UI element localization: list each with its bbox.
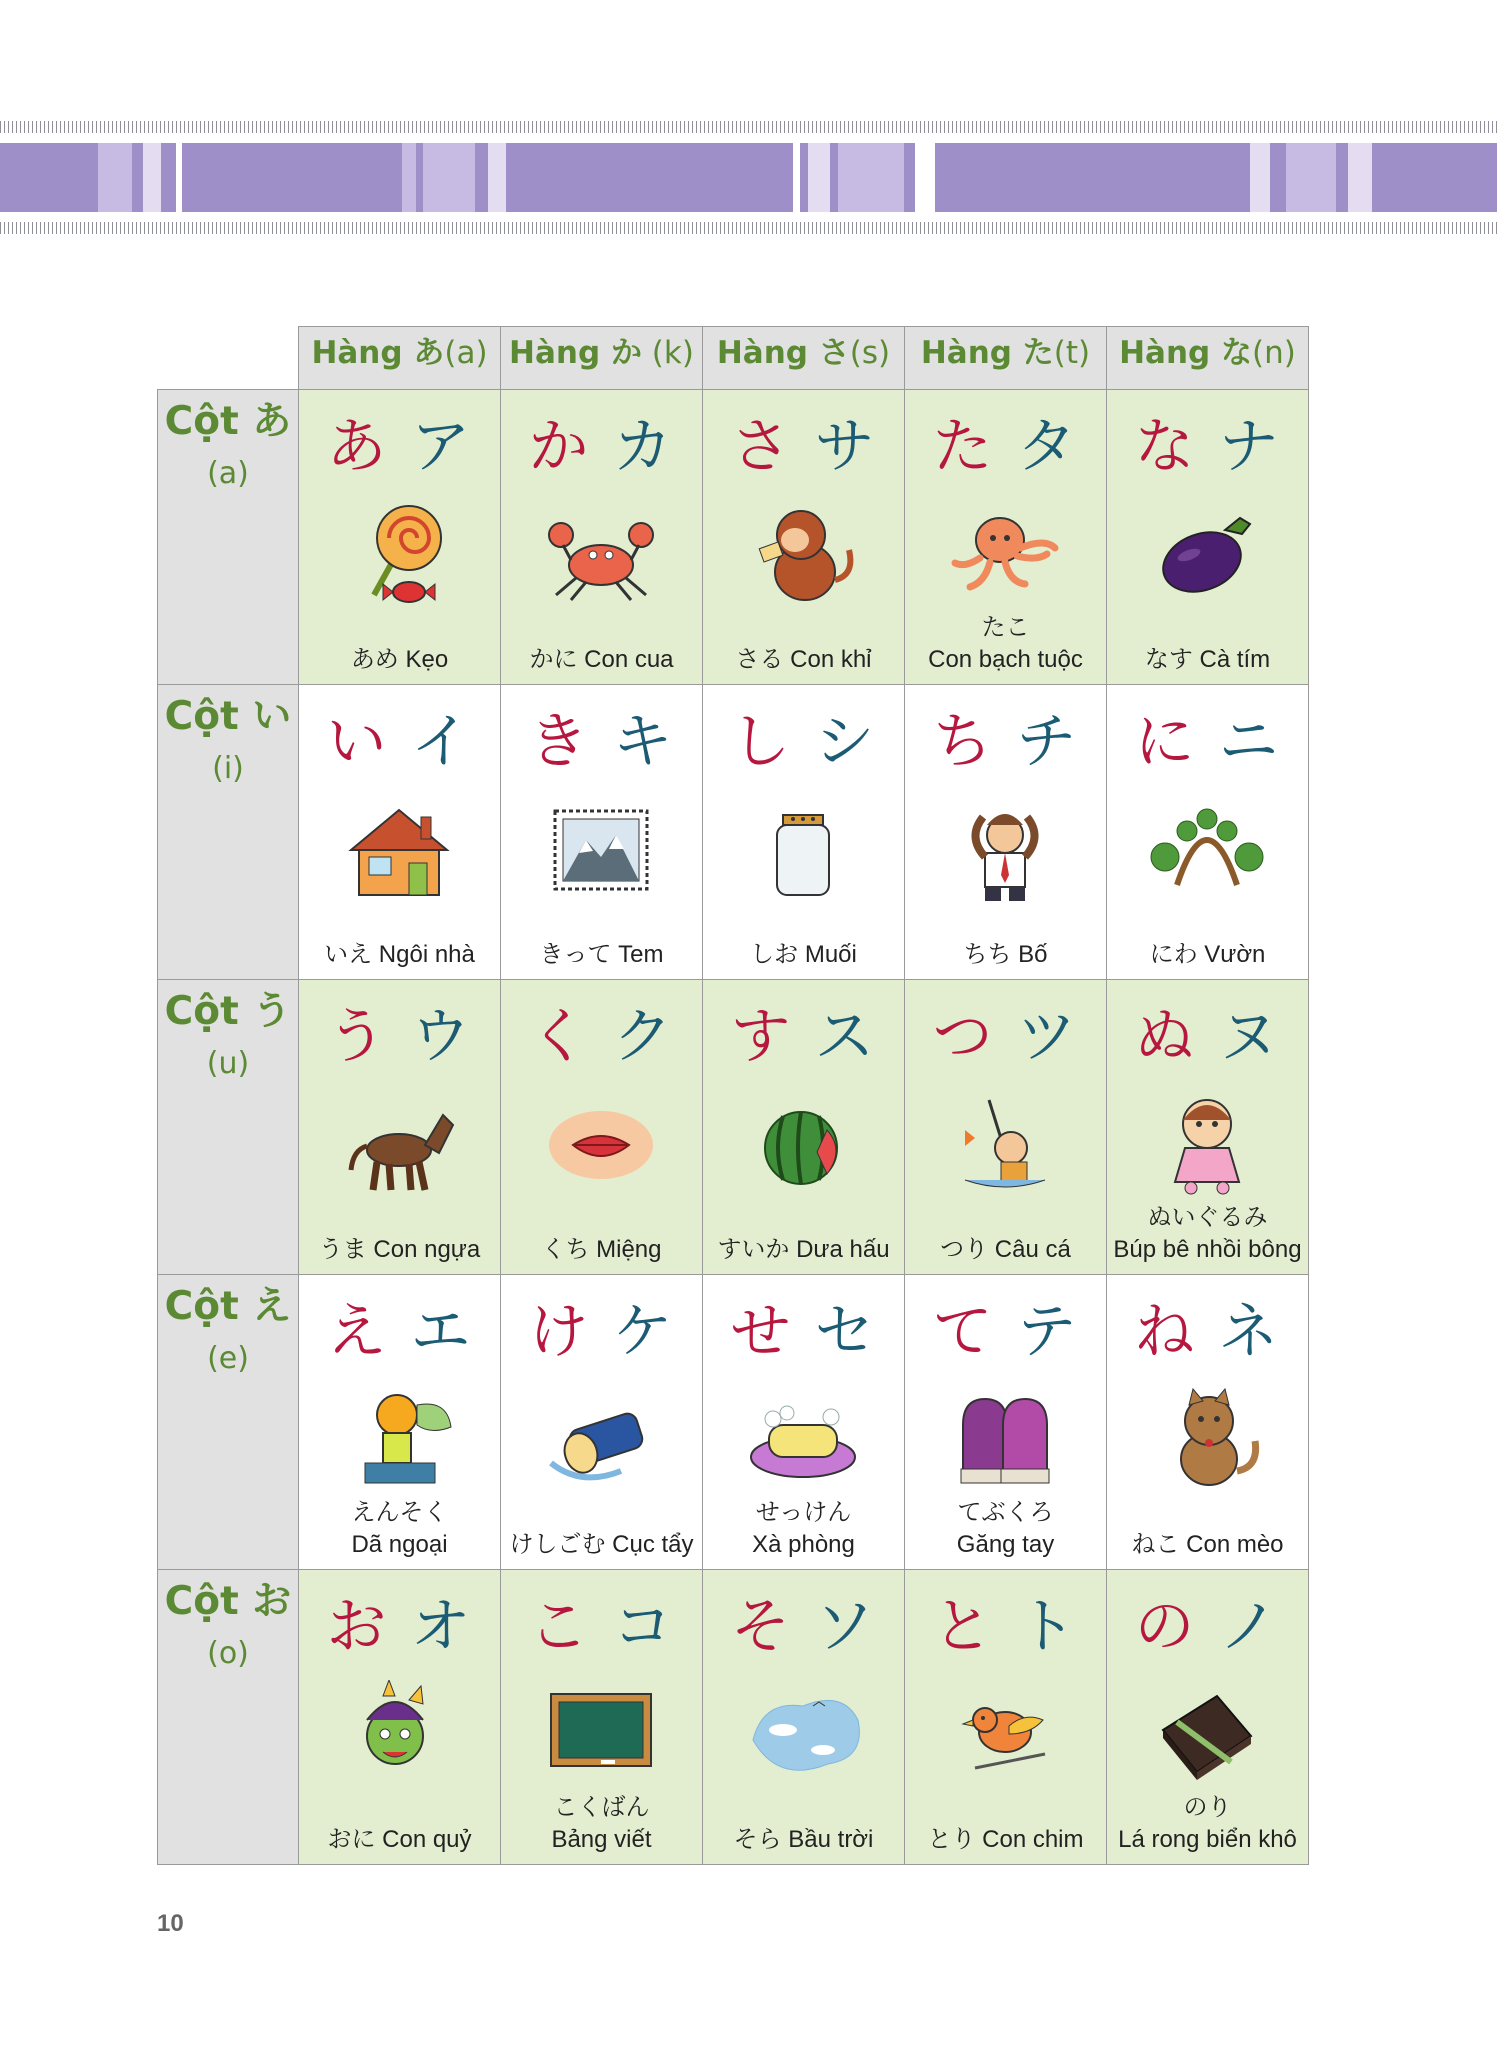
- katakana-char: チ: [1016, 707, 1079, 777]
- word-caption: [703, 1824, 904, 1856]
- katakana-char: ウ: [410, 1002, 473, 1072]
- word-caption: [299, 939, 500, 971]
- kana-cell-s-e: [703, 1275, 905, 1570]
- row-header-i: [158, 685, 299, 980]
- blackboard-icon: [541, 1680, 661, 1790]
- word-caption: [299, 1824, 500, 1856]
- row-header-u: [158, 980, 299, 1275]
- hiragana-char: な: [1134, 412, 1197, 482]
- hiragana-char: さ: [730, 412, 793, 482]
- column-header-a: Hàng あ(a): [299, 327, 501, 390]
- caption-line-1: いえ Ngôi nhà: [324, 941, 475, 968]
- word-caption: [501, 939, 702, 971]
- caption-line-1: にわ Vườn: [1149, 941, 1266, 968]
- stamp-icon: [541, 795, 661, 905]
- cat-icon: [1147, 1385, 1267, 1495]
- katakana-char: ト: [1016, 1592, 1079, 1662]
- header-band: [0, 143, 1497, 212]
- word-caption: [501, 1234, 702, 1266]
- hiragana-char: し: [730, 707, 793, 777]
- hiragana-char: ち: [932, 707, 995, 777]
- katakana-char: ツ: [1016, 1002, 1079, 1072]
- kana-pair: [905, 1297, 1106, 1367]
- kana-cell-n-a: [1107, 390, 1309, 685]
- caption-line-1: たこ: [981, 614, 1030, 641]
- katakana-char: コ: [612, 1592, 675, 1662]
- word-caption: [1107, 939, 1308, 971]
- caption-line-1: ちち Bố: [963, 941, 1048, 968]
- caption-line-1: けしごむ Cục tẩy: [509, 1531, 694, 1558]
- caption-line-2: Búp bê nhồi bông: [1113, 1236, 1302, 1263]
- caption-line-1: とり Con chim: [927, 1826, 1084, 1853]
- caption-line-1: きって Tem: [539, 941, 664, 968]
- hiragana-char: き: [528, 707, 591, 777]
- kana-pair: [1107, 707, 1308, 777]
- kana-pair: [905, 412, 1106, 482]
- caption-line-1: こくばん: [553, 1794, 650, 1821]
- page-number: 10: [157, 1910, 184, 1937]
- word-caption: [703, 1234, 904, 1266]
- father-icon: [945, 795, 1065, 905]
- column-header-n: Hàng な(n): [1107, 327, 1309, 390]
- word-caption: [905, 939, 1106, 971]
- caption-line-1: ねこ Con mèo: [1131, 1531, 1284, 1558]
- kana-pair: [703, 1002, 904, 1072]
- kana-cell-k-o: [501, 1570, 703, 1865]
- house-icon: [339, 795, 459, 905]
- word-caption: [501, 1529, 702, 1561]
- crab-icon: [541, 500, 661, 610]
- hiragana-char: え: [326, 1297, 389, 1367]
- caption-line-1: なす Cà tím: [1144, 646, 1271, 673]
- seaweed-icon: [1147, 1680, 1267, 1790]
- caption-line-2: Găng tay: [956, 1531, 1055, 1558]
- kana-pair: [299, 707, 500, 777]
- katakana-char: エ: [410, 1297, 473, 1367]
- hiragana-char: か: [528, 412, 591, 482]
- caption-line-1: つり Câu cá: [940, 1236, 1071, 1263]
- hiragana-char: そ: [730, 1592, 793, 1662]
- hiragana-char: た: [932, 412, 995, 482]
- eraser-icon: [541, 1385, 661, 1495]
- column-header-row: [158, 327, 1309, 390]
- chart-row-o: [158, 1570, 1309, 1865]
- word-caption: [905, 1497, 1106, 1561]
- octopus-icon: [945, 500, 1065, 610]
- word-caption: [1107, 1529, 1308, 1561]
- sky-icon: [743, 1680, 863, 1790]
- garden-icon: [1147, 795, 1267, 905]
- word-caption: [905, 1234, 1106, 1266]
- horse-icon: [339, 1090, 459, 1200]
- word-caption: [299, 1234, 500, 1266]
- katakana-char: シ: [814, 707, 877, 777]
- chart-row-i: [158, 685, 1309, 980]
- caption-line-2: Bảng viết: [551, 1826, 652, 1853]
- caption-line-1: かに Con cua: [529, 646, 674, 673]
- row-header-o: [158, 1570, 299, 1865]
- kana-cell-s-u: [703, 980, 905, 1275]
- hiragana-char: て: [932, 1297, 995, 1367]
- katakana-char: ニ: [1218, 707, 1281, 777]
- kana-cell-k-a: [501, 390, 703, 685]
- kana-cell-a-o: [299, 1570, 501, 1865]
- kana-pair: [299, 1002, 500, 1072]
- word-caption: [1107, 1202, 1308, 1266]
- hiragana-char: お: [326, 1592, 389, 1662]
- fishing-icon: [945, 1090, 1065, 1200]
- katakana-char: イ: [410, 707, 473, 777]
- caption-line-1: うま Con ngựa: [318, 1236, 481, 1263]
- row-title: Cột お: [164, 1579, 292, 1624]
- caption-line-1: さる Con khỉ: [735, 646, 872, 673]
- kana-cell-s-i: [703, 685, 905, 980]
- katakana-char: ア: [410, 412, 473, 482]
- katakana-char: ク: [612, 1002, 675, 1072]
- kana-pair: [703, 1592, 904, 1662]
- word-caption: [1107, 644, 1308, 676]
- word-caption: [905, 1824, 1106, 1856]
- kana-pair: [1107, 1592, 1308, 1662]
- chart-row-e: [158, 1275, 1309, 1570]
- row-header-a: [158, 390, 299, 685]
- mouth-icon: [541, 1090, 661, 1200]
- kana-cell-k-u: [501, 980, 703, 1275]
- kana-pair: [299, 1592, 500, 1662]
- chart-row-a: [158, 390, 1309, 685]
- row-romaji: (a): [207, 456, 249, 491]
- kana-pair: [703, 707, 904, 777]
- hiragana-char: あ: [326, 412, 389, 482]
- kana-cell-s-o: [703, 1570, 905, 1865]
- word-caption: [703, 1497, 904, 1561]
- kana-cell-k-e: [501, 1275, 703, 1570]
- kana-cell-t-u: [905, 980, 1107, 1275]
- word-caption: [1107, 1792, 1308, 1856]
- katakana-char: タ: [1016, 412, 1079, 482]
- row-title: Cột あ: [164, 399, 292, 444]
- row-romaji: (i): [212, 751, 244, 786]
- monkey-icon: [743, 500, 863, 610]
- caption-line-1: のり: [1183, 1794, 1232, 1821]
- kana-cell-s-a: [703, 390, 905, 685]
- caption-line-1: しお Muối: [750, 941, 857, 968]
- corner-cell: [158, 327, 299, 390]
- kana-pair: [1107, 412, 1308, 482]
- caption-line-2: Dã ngoại: [351, 1531, 448, 1558]
- kana-cell-a-a: [299, 390, 501, 685]
- kana-pair: [501, 707, 702, 777]
- kana-cell-n-u: [1107, 980, 1309, 1275]
- kana-pair: [905, 707, 1106, 777]
- hiragana-char: す: [730, 1002, 793, 1072]
- hiragana-char: い: [326, 707, 389, 777]
- katakana-char: ヌ: [1218, 1002, 1281, 1072]
- row-romaji: (e): [207, 1341, 249, 1376]
- word-caption: [703, 644, 904, 676]
- kana-cell-a-i: [299, 685, 501, 980]
- kana-cell-a-e: [299, 1275, 501, 1570]
- katakana-char: ナ: [1218, 412, 1281, 482]
- katakana-char: ノ: [1218, 1592, 1281, 1662]
- katakana-char: ネ: [1218, 1297, 1281, 1367]
- kana-pair: [1107, 1297, 1308, 1367]
- kana-cell-t-i: [905, 685, 1107, 980]
- katakana-char: カ: [612, 412, 675, 482]
- hiragana-char: く: [528, 1002, 591, 1072]
- caption-line-1: ぬいぐるみ: [1147, 1204, 1268, 1231]
- picnic-icon: [339, 1385, 459, 1495]
- kana-cell-t-e: [905, 1275, 1107, 1570]
- bird-icon: [945, 1680, 1065, 1790]
- caption-line-1: くち Miệng: [541, 1236, 662, 1263]
- row-title: Cột い: [164, 694, 292, 739]
- caption-line-2: Con bạch tuộc: [928, 646, 1083, 673]
- watermelon-icon: [743, 1090, 863, 1200]
- word-caption: [501, 1792, 702, 1856]
- chart-row-u: [158, 980, 1309, 1275]
- word-caption: [501, 644, 702, 676]
- caption-line-1: てぶくろ: [957, 1499, 1054, 1526]
- hiragana-char: つ: [932, 1002, 995, 1072]
- kana-cell-n-i: [1107, 685, 1309, 980]
- kana-cell-k-i: [501, 685, 703, 980]
- caption-line-1: あめ Kẹo: [350, 646, 449, 673]
- demon-icon: [339, 1680, 459, 1790]
- caption-line-1: すいか Dưa hấu: [717, 1236, 890, 1263]
- row-title: Cột え: [164, 1284, 292, 1329]
- hiragana-char: こ: [528, 1592, 591, 1662]
- kana-cell-n-e: [1107, 1275, 1309, 1570]
- katakana-char: ソ: [814, 1592, 877, 1662]
- kana-pair: [501, 1297, 702, 1367]
- caption-line-1: そら Bầu trời: [733, 1826, 874, 1853]
- kana-pair: [703, 1297, 904, 1367]
- kana-chart: [157, 326, 1309, 1865]
- row-header-e: [158, 1275, 299, 1570]
- top-hatch-border: [0, 121, 1497, 133]
- kana-pair: [905, 1592, 1106, 1662]
- kana-pair: [1107, 1002, 1308, 1072]
- eggplant-icon: [1147, 500, 1267, 610]
- hiragana-char: せ: [730, 1297, 793, 1367]
- kana-cell-t-a: [905, 390, 1107, 685]
- katakana-char: サ: [814, 412, 877, 482]
- gloves-icon: [945, 1385, 1065, 1495]
- caption-line-2: Lá rong biển khô: [1118, 1826, 1297, 1853]
- row-title: Cột う: [164, 989, 292, 1034]
- column-header-t: Hàng た(t): [905, 327, 1107, 390]
- word-caption: [299, 644, 500, 676]
- column-header-k: Hàng か (k): [501, 327, 703, 390]
- hiragana-char: け: [528, 1297, 591, 1367]
- hiragana-char: の: [1134, 1592, 1197, 1662]
- kana-cell-t-o: [905, 1570, 1107, 1865]
- word-caption: [905, 612, 1106, 676]
- column-header-s: Hàng さ(s): [703, 327, 905, 390]
- caption-line-1: せっけん: [755, 1499, 852, 1526]
- kana-pair: [703, 412, 904, 482]
- katakana-char: ス: [814, 1002, 877, 1072]
- row-romaji: (o): [207, 1636, 249, 1671]
- row-romaji: (u): [206, 1046, 250, 1081]
- hiragana-char: に: [1134, 707, 1197, 777]
- kana-pair: [501, 1002, 702, 1072]
- bottom-hatch-border: [0, 222, 1497, 234]
- hiragana-char: と: [932, 1592, 995, 1662]
- hiragana-char: う: [326, 1002, 389, 1072]
- caption-line-2: Xà phòng: [752, 1531, 855, 1558]
- soap-icon: [743, 1385, 863, 1495]
- kana-pair: [501, 1592, 702, 1662]
- salt-shaker-icon: [743, 795, 863, 905]
- hiragana-char: ぬ: [1134, 1002, 1197, 1072]
- kana-pair: [299, 412, 500, 482]
- lollipop-icon: [339, 500, 459, 610]
- kana-cell-n-o: [1107, 1570, 1309, 1865]
- kana-pair: [299, 1297, 500, 1367]
- katakana-char: オ: [410, 1592, 473, 1662]
- word-caption: [703, 939, 904, 971]
- katakana-char: テ: [1016, 1297, 1079, 1367]
- caption-line-1: えんそく: [351, 1499, 448, 1526]
- katakana-char: キ: [612, 707, 675, 777]
- word-caption: [299, 1497, 500, 1561]
- caption-line-1: おに Con quỷ: [327, 1826, 472, 1853]
- kana-cell-a-u: [299, 980, 501, 1275]
- katakana-char: ケ: [612, 1297, 675, 1367]
- hiragana-char: ね: [1134, 1297, 1197, 1367]
- kana-pair: [905, 1002, 1106, 1072]
- katakana-char: セ: [814, 1297, 877, 1367]
- kana-pair: [501, 412, 702, 482]
- doll-icon: [1147, 1090, 1267, 1200]
